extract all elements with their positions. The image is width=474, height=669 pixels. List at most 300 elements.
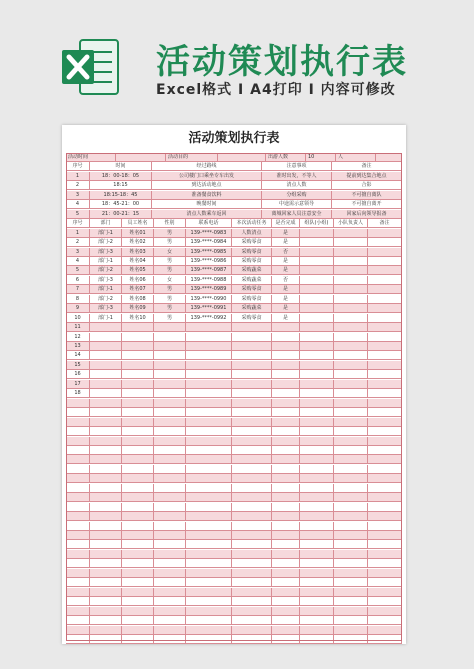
table-cell [186,559,232,567]
info-cell: 活动时间 [66,153,116,161]
table-cell [232,493,272,501]
table-cell: 18：00-18：05 [90,172,152,180]
table-cell: 清点人数 [262,181,332,189]
table-cell: 部门-2 [90,295,122,303]
table-cell [232,559,272,567]
table-cell [368,607,402,615]
table-cell: 准备餐食饮料 [152,191,262,199]
table-cell [368,380,402,388]
table-cell [122,361,154,369]
table-cell [90,418,122,426]
table-cell [90,474,122,482]
table-cell: 男 [154,238,186,246]
table-cell [66,408,90,416]
table-cell [90,607,122,615]
table-cell [232,588,272,596]
table-cell [66,635,90,643]
table-cell [334,626,368,634]
table-cell: 注意事项 [262,162,332,170]
table-cell [154,531,186,539]
table-cell [368,295,402,303]
table-cell [90,626,122,634]
table-cell [272,531,300,539]
info-cell [116,153,166,161]
table-cell [186,455,232,463]
table-cell [272,540,300,548]
table-cell [154,522,186,530]
table-cell [300,569,334,577]
table-cell [66,493,90,501]
table-cell [368,540,402,548]
table-cell [272,380,300,388]
table-cell [300,295,334,303]
table-cell [272,408,300,416]
table-cell [334,370,368,378]
table-cell [90,635,122,643]
table-cell: 晚餐时间 [152,200,262,208]
table-cell [272,427,300,435]
table-cell [272,437,300,445]
table-cell [232,578,272,586]
member-header-row [66,219,402,228]
table-cell: 16 [66,370,90,378]
table-cell [122,418,154,426]
table-cell [272,333,300,341]
table-cell [122,522,154,530]
table-cell [90,427,122,435]
table-cell [154,597,186,605]
table-cell [186,503,232,511]
table-cell [66,465,90,473]
table-cell: 18:15 [90,181,152,189]
table-cell [90,342,122,350]
table-cell [66,455,90,463]
table-cell: 离城回家人员注意安全 [262,210,332,218]
table-cell [334,578,368,586]
table-cell: 提前到达集合地点 [332,172,402,180]
table-cell [122,408,154,416]
table-cell [300,238,334,246]
table-cell [154,626,186,634]
table-cell [300,257,334,265]
table-cell [300,380,334,388]
table-cell: 姓名03 [122,248,154,256]
table-cell [232,635,272,643]
table-cell [300,389,334,397]
table-cell: 姓名02 [122,238,154,246]
table-cell [272,503,300,511]
table-cell [66,626,90,634]
table-cell [122,512,154,520]
info-row [66,153,402,162]
table-cell [334,295,368,303]
table-cell [300,559,334,567]
member-row [66,351,402,360]
table-cell [66,418,90,426]
table-cell [368,304,402,312]
table-cell: 采购零食 [232,238,272,246]
blank-row [66,626,402,635]
member-row [66,380,402,389]
table-cell: 经过路线 [152,162,262,170]
table-cell [272,418,300,426]
table-cell [154,370,186,378]
table-cell [66,503,90,511]
table-cell: 13 [66,342,90,350]
table-cell [334,540,368,548]
table-cell [66,540,90,548]
table-cell [300,314,334,322]
table-cell [368,370,402,378]
table-cell [154,333,186,341]
blank-row [66,569,402,578]
table-cell [272,484,300,492]
table-cell [66,597,90,605]
table-cell: 备注 [368,219,402,227]
table-cell: 1 [66,172,90,180]
table-cell [334,314,368,322]
table-cell: 部门-1 [90,314,122,322]
table-cell [334,323,368,331]
table-cell [122,503,154,511]
table-cell: 18：45-21：00 [90,200,152,208]
table-cell [334,380,368,388]
table-cell [232,512,272,520]
table-cell [232,540,272,548]
table-cell [232,446,272,454]
table-cell [186,607,232,615]
member-row [66,323,402,332]
table-cell [334,427,368,435]
table-cell [368,446,402,454]
table-cell [90,455,122,463]
table-cell [66,588,90,596]
table-cell: 姓名05 [122,266,154,274]
table-cell [300,351,334,359]
table-cell [232,351,272,359]
table-cell [272,389,300,397]
table-cell [334,588,368,596]
table-cell [300,361,334,369]
table-cell: 12 [66,333,90,341]
table-cell [122,540,154,548]
table-cell [300,522,334,530]
table-cell [66,446,90,454]
table-cell [154,578,186,586]
table-cell: 姓名08 [122,295,154,303]
table-cell [232,626,272,634]
table-cell [90,588,122,596]
table-cell [368,229,402,237]
table-cell: 是 [272,285,300,293]
table-cell [334,248,368,256]
table-cell [300,229,334,237]
table-cell [232,550,272,558]
table-cell [186,588,232,596]
blank-row [66,607,402,616]
member-row [66,314,402,323]
table-cell [368,285,402,293]
table-cell: 14 [66,351,90,359]
table-cell [122,455,154,463]
table-cell [154,588,186,596]
table-cell [334,531,368,539]
table-cell [272,550,300,558]
table-cell [90,351,122,359]
table-cell: 139-****-0989 [186,285,232,293]
table-cell [334,257,368,265]
table-cell: 采购蔬菜 [232,304,272,312]
table-cell [122,465,154,473]
table-cell [232,484,272,492]
schedule-row [66,191,402,200]
table-cell: 准时出发，不等人 [262,172,332,180]
table-cell [122,437,154,445]
table-cell [66,578,90,586]
table-cell [186,389,232,397]
table-cell: 不可擅自离队 [332,191,402,199]
table-cell [368,550,402,558]
table-cell [186,635,232,643]
table-cell [66,550,90,558]
table-cell [300,540,334,548]
table-cell: 男 [154,295,186,303]
table-cell [90,493,122,501]
table-cell [90,333,122,341]
blank-row [66,427,402,436]
table-cell [186,493,232,501]
table-cell [334,597,368,605]
schedule-row [66,210,402,219]
table-cell [122,323,154,331]
table-cell [232,399,272,407]
table-cell [300,285,334,293]
table-cell [368,248,402,256]
table-cell: 11 [66,323,90,331]
table-cell: 7 [66,285,90,293]
table-cell [154,550,186,558]
table-cell: 17 [66,380,90,388]
table-cell [300,418,334,426]
info-cell [376,153,402,161]
table-cell [368,455,402,463]
table-cell [272,399,300,407]
table-cell [334,266,368,274]
table-cell: 部门-3 [90,248,122,256]
table-cell [232,474,272,482]
blank-row [66,503,402,512]
table-cell: 女 [154,248,186,256]
table-cell [334,399,368,407]
member-row [66,248,402,257]
table-cell: 是 [272,314,300,322]
table-cell [186,522,232,530]
table-cell [368,266,402,274]
table-cell [90,361,122,369]
table-cell [122,616,154,624]
table-cell [300,370,334,378]
table-cell [122,626,154,634]
info-cell: 活动目的 [166,153,218,161]
table-cell: 不可擅自离开 [332,200,402,208]
table-cell [90,323,122,331]
table-cell: 是否完成 [272,219,300,227]
table-cell [90,380,122,388]
table-cell: 139-****-0991 [186,304,232,312]
table-cell [334,408,368,416]
table-cell [122,493,154,501]
table-cell [272,493,300,501]
table-cell [66,616,90,624]
table-cell: 姓名04 [122,257,154,265]
table-cell: 姓名10 [122,314,154,322]
table-cell [334,342,368,350]
table-cell: 性别 [154,219,186,227]
table-cell [368,427,402,435]
table-cell [300,333,334,341]
table-cell [154,616,186,624]
table-cell: 采购零食 [232,248,272,256]
table-cell [186,597,232,605]
table-cell [154,408,186,416]
table-cell: 时间 [90,162,152,170]
table-cell: 男 [154,314,186,322]
table-cell [90,389,122,397]
blank-row [66,437,402,446]
table-cell [368,474,402,482]
table-cell [300,248,334,256]
table-cell [300,493,334,501]
table-cell: 采购零食 [232,285,272,293]
table-cell [334,285,368,293]
blank-row [66,578,402,587]
table-cell: 序号 [66,162,90,170]
table-cell: 员工姓名 [122,219,154,227]
table-cell: 139-****-0984 [186,238,232,246]
table-cell [300,616,334,624]
table-cell [368,257,402,265]
member-row [66,389,402,398]
table-cell [90,446,122,454]
table-cell: 4 [66,200,90,208]
blank-row [66,484,402,493]
table-cell [368,437,402,445]
table-cell: 姓名09 [122,304,154,312]
table-cell [334,389,368,397]
table-cell [368,588,402,596]
table-cell [154,342,186,350]
table-cell [368,484,402,492]
table-cell [186,465,232,473]
table-cell [122,370,154,378]
table-cell [122,588,154,596]
table-cell [334,607,368,615]
table-cell [154,540,186,548]
table-cell: 2 [66,238,90,246]
table-cell [368,512,402,520]
table-cell [122,635,154,643]
table-cell [66,427,90,435]
table-cell: 139-****-0988 [186,276,232,284]
table-cell [122,484,154,492]
table-cell: 139-****-0992 [186,314,232,322]
table-cell: 姓名07 [122,285,154,293]
table-cell [122,427,154,435]
table-cell [368,238,402,246]
table-cell [232,408,272,416]
member-row [66,266,402,275]
table-cell [368,389,402,397]
table-cell [186,616,232,624]
table-cell [272,512,300,520]
blank-row [66,522,402,531]
schedule-row [66,172,402,181]
table-cell [368,399,402,407]
table-cell [186,578,232,586]
table-cell [300,446,334,454]
table-cell [66,474,90,482]
table-cell: 1 [66,229,90,237]
table-cell [300,455,334,463]
table-cell [300,465,334,473]
table-cell [186,370,232,378]
table-cell: 15 [66,361,90,369]
table-cell [154,569,186,577]
member-row [66,361,402,370]
table-cell [300,607,334,615]
table-cell [334,276,368,284]
table-cell [186,361,232,369]
table-cell: 部门-1 [90,285,122,293]
table-cell [186,540,232,548]
page-subtitle: Excel格式 Ⅰ A4打印 Ⅰ 内容可修改 [156,82,396,98]
table-cell [90,408,122,416]
table-cell [154,493,186,501]
blank-row [66,446,402,455]
table-cell [154,323,186,331]
table-cell [300,578,334,586]
table-cell [66,522,90,530]
member-row [66,333,402,342]
table-cell [232,616,272,624]
table-cell [90,522,122,530]
table-cell [154,635,186,643]
table-cell [272,465,300,473]
table-cell: 是 [272,238,300,246]
table-cell [368,616,402,624]
table-cell [334,238,368,246]
table-cell [300,626,334,634]
table-cell [154,389,186,397]
table-cell: 部门-3 [90,304,122,312]
table-cell [186,427,232,435]
table-cell [154,474,186,482]
table-cell [90,597,122,605]
table-cell: 采购零食 [232,257,272,265]
table-cell [232,437,272,445]
table-cell [368,333,402,341]
blank-row [66,408,402,417]
table-cell [368,418,402,426]
table-cell [154,380,186,388]
table-cell [154,503,186,511]
table-cell: 18:15-18：45 [90,191,152,199]
table-cell [154,399,186,407]
table-cell [300,531,334,539]
table-cell [232,342,272,350]
table-cell: 本次活动任务 [232,219,272,227]
table-cell [122,559,154,567]
